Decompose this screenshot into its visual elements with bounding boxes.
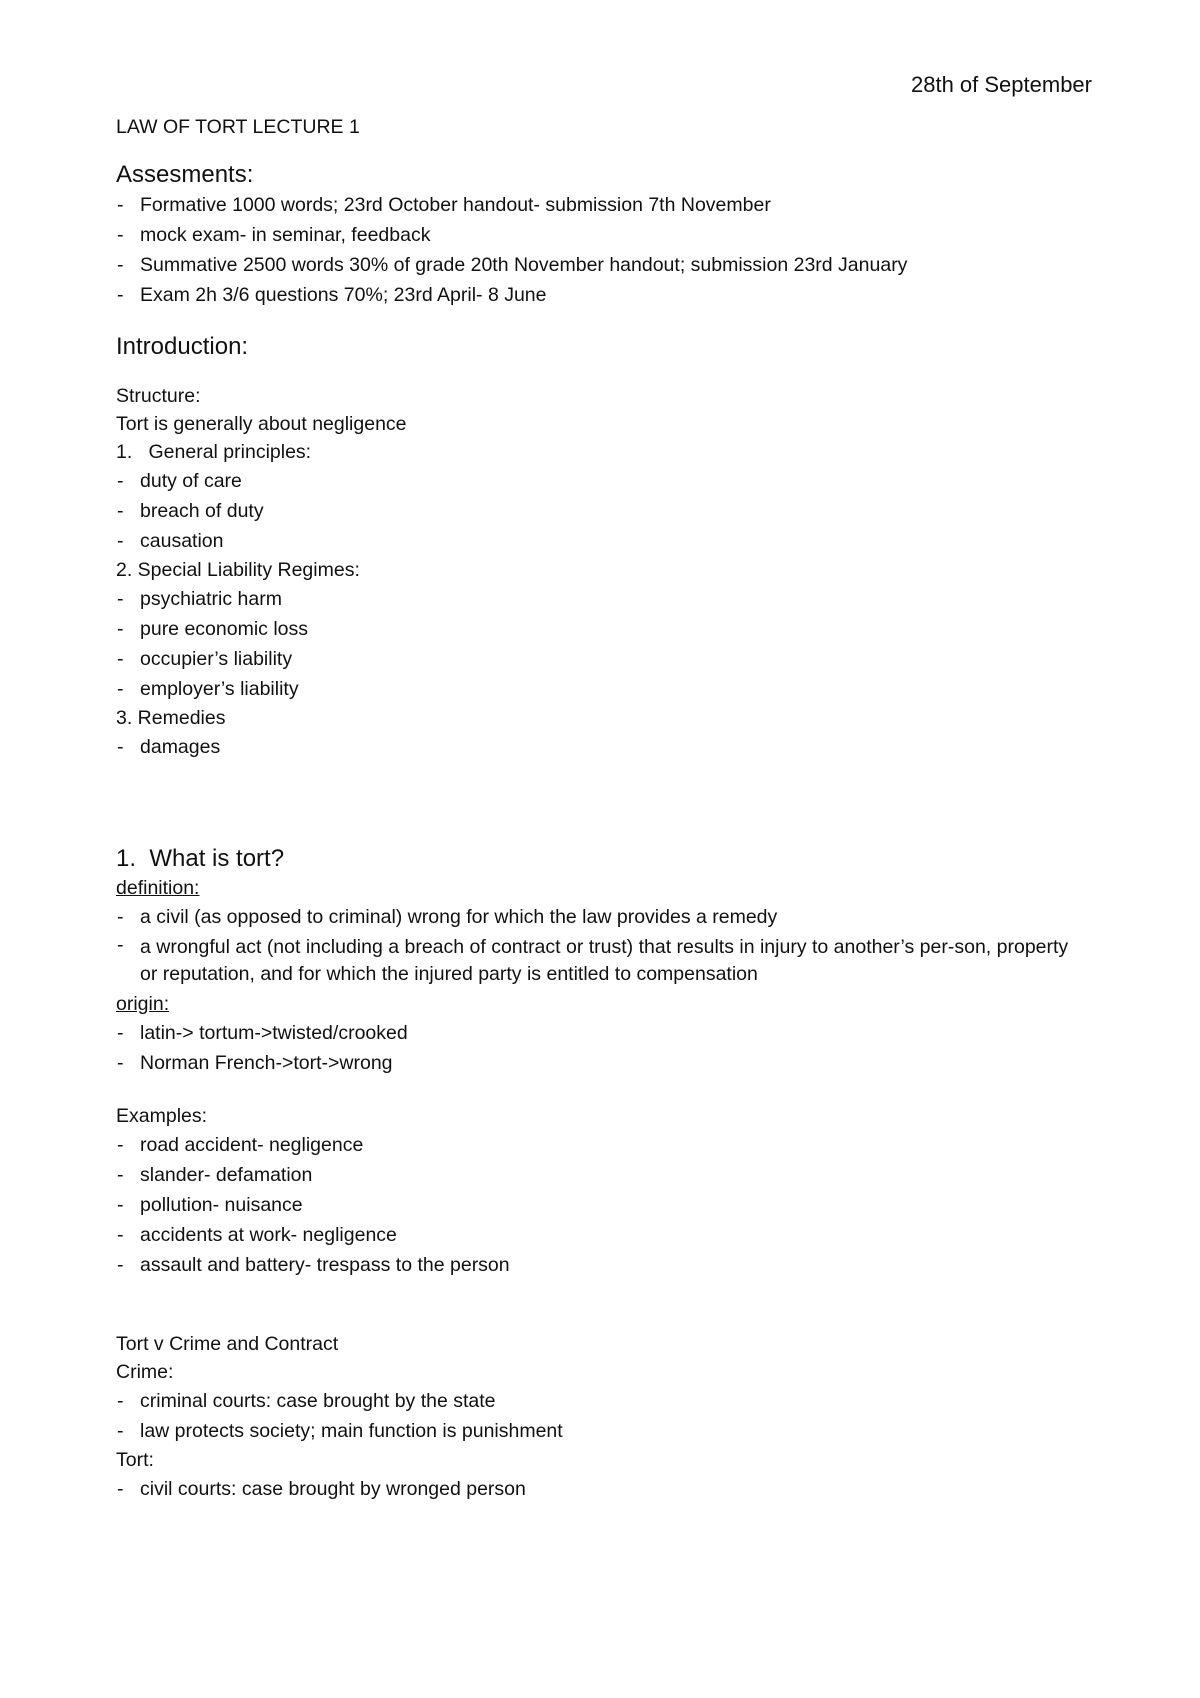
section-general-principles: 1. General principles: xyxy=(116,441,312,463)
list-item: - pure economic loss xyxy=(116,614,1076,644)
list-item: - duty of care xyxy=(116,466,1076,496)
list-item: - assault and battery- trespass to the person xyxy=(116,1250,1076,1280)
list-item: - breach of duty xyxy=(116,496,1076,526)
examples-list xyxy=(116,1130,1076,1280)
list-item: - a civil (as opposed to criminal) wrong for which the law provides a remedy xyxy=(116,902,1076,932)
list-item: - Summative 2500 words 30% of grade 20th November handout; submission 23rd January xyxy=(116,250,1076,280)
remedies-list xyxy=(116,732,1076,762)
list-item: - pollution- nuisance xyxy=(116,1190,1076,1220)
list-item: - Formative 1000 words; 23rd October handout- submission 7th November xyxy=(116,190,1076,220)
list-item: - occupier’s liability xyxy=(116,644,1076,674)
tort-list xyxy=(116,1474,1076,1504)
examples-label: Examples: xyxy=(116,1105,208,1127)
origin-label: origin: xyxy=(116,993,170,1015)
list-item: - damages xyxy=(116,732,1076,762)
list-item: - Exam 2h 3/6 questions 70%; 23rd April- 8 June xyxy=(116,280,1076,310)
general-principles-list xyxy=(116,466,1076,556)
what-is-tort-heading: 1. What is tort? xyxy=(116,845,285,872)
assessments-heading: Assesments: xyxy=(116,161,254,188)
tort-negligence-line: Tort is generally about negligence xyxy=(116,413,407,435)
list-item: - road accident- negligence xyxy=(116,1130,1076,1160)
section-remedies: 3. Remedies xyxy=(116,707,226,729)
structure-label: Structure: xyxy=(116,385,201,407)
assessments-list xyxy=(116,190,1076,310)
list-item: - mock exam- in seminar, feedback xyxy=(116,220,1076,250)
notes-body xyxy=(116,114,1076,1504)
list-item: - psychiatric harm xyxy=(116,584,1076,614)
list-item: - causation xyxy=(116,526,1076,556)
lecture-date: 28th of September xyxy=(910,72,1092,97)
list-item: - criminal courts: case brought by the state xyxy=(116,1386,1076,1416)
tort-label: Tort: xyxy=(116,1449,154,1471)
comparison-heading: Tort v Crime and Contract xyxy=(116,1333,339,1355)
origin-list xyxy=(116,1018,1076,1078)
list-item: - civil courts: case brought by wronged person xyxy=(116,1474,1076,1504)
introduction-heading: Introduction: xyxy=(116,333,249,360)
crime-list xyxy=(116,1386,1076,1446)
list-item: - slander- defamation xyxy=(116,1160,1076,1190)
list-item: - latin-> tortum->twisted/crooked xyxy=(116,1018,1076,1048)
special-liability-list xyxy=(116,584,1076,704)
list-item: - a wrongful act (not including a breach of contract or trust) that results in injury to another’s per-son, property or reputation, and for which the injured party is entitled to compensation xyxy=(116,932,1076,990)
definition-label: definition: xyxy=(116,877,200,899)
list-item: - employer’s liability xyxy=(116,674,1076,704)
list-item: - accidents at work- negligence xyxy=(116,1220,1076,1250)
page-title: LAW OF TORT LECTURE 1 xyxy=(116,116,360,138)
list-item: - law protects society; main function is punishment xyxy=(116,1416,1076,1446)
definition-list xyxy=(116,902,1076,990)
section-special-liability: 2. Special Liability Regimes: xyxy=(116,559,360,581)
list-item: - Norman French->tort->wrong xyxy=(116,1048,1076,1078)
crime-label: Crime: xyxy=(116,1361,174,1383)
